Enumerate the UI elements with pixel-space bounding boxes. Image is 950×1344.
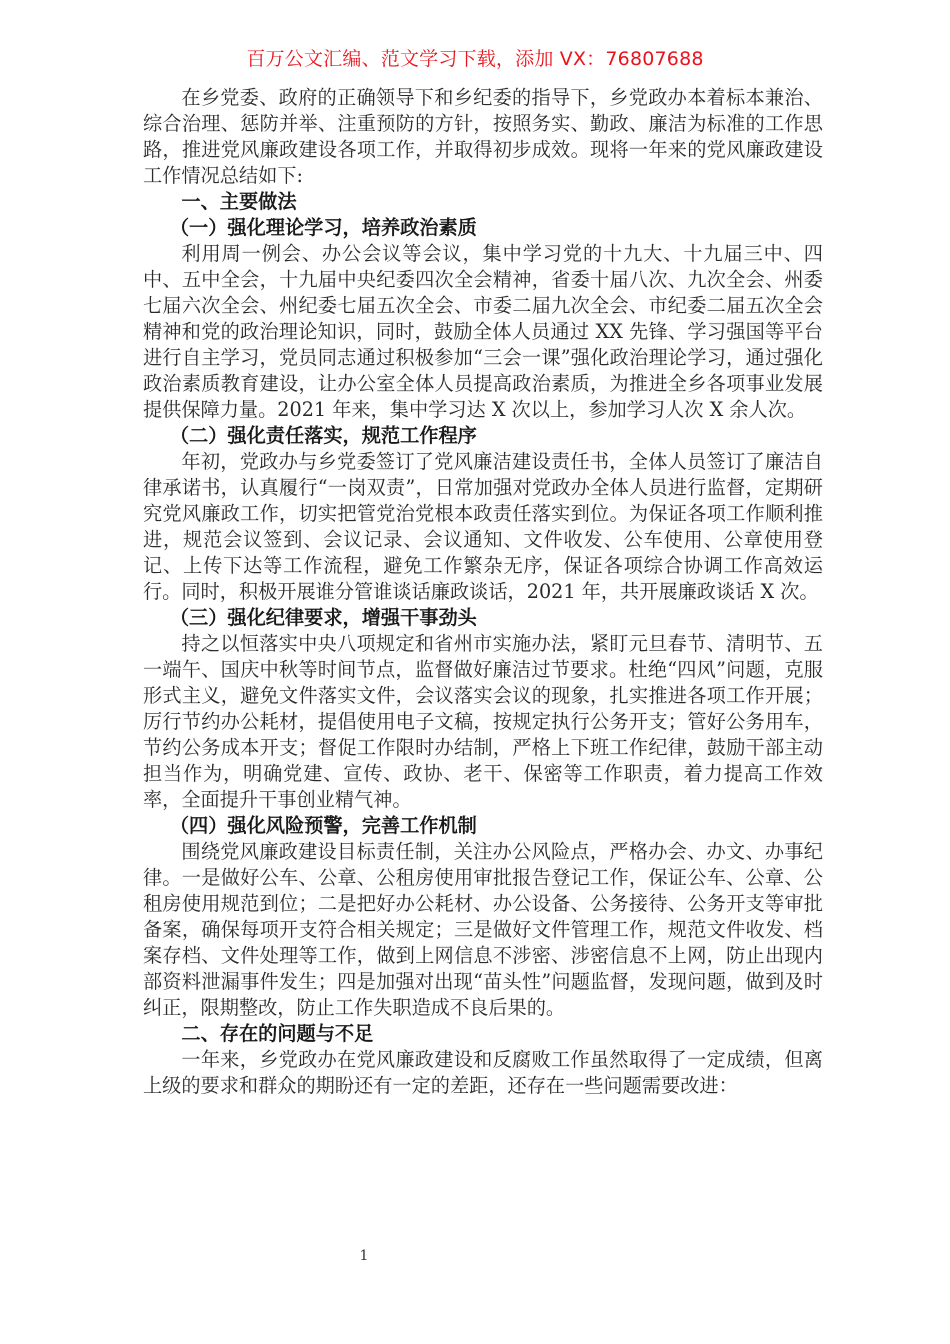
page-number: 1 (359, 1248, 369, 1264)
subsection-paragraph-3: 持之以恒落实中央八项规定和省州市实施办法，紧盯元旦春节、清明节、五一端午、国庆中秋等时间节点，监督做好廉洁过节要求。杜绝“四风”问题，克服形式主义，避免文件落实文件，会议落实会议的现象，扎实推进各项工作开展；厉行节约办公耗材，提倡使用电子文稿，按规定执行公务开支；管好公务用车，节约公务成本开支；督促工作限时办结制，严格上下班工作纪律，鼓励干部主动担当作为，明确党建、宣传、政协、老干、保密等工作职责，着力提高工作效率，全面提升干事创业精气神。 (143, 632, 823, 811)
subsection-paragraph-1: 利用周一例会、办公会议等会议，集中学习党的十九大、十九届三中、四中、五中全会，十九届中央纪委四次全会精神，省委十届八次、九次全会、州委七届六次全会、州纪委七届五次全会、市委二届九次全会、市纪委二届五次全会精神和党的政治理论知识，同时，鼓励全体人员通过 XX 先锋、学习强国等平台进行自主学习，党员同志通过积极参加“三会一课”强化政治理论学习，通过强化政治素质教育建设，让办公室全体人员提高政治素质，为推进全乡各项事业发展提供保障力量。2021 年来，集中学习达 X 次以上，参加学习人次 X 余人次。 (143, 242, 823, 421)
document-body (143, 85, 823, 1099)
intro-paragraph: 在乡党委、政府的正确领导下和乡纪委的指导下，乡党政办本着标本兼治、综合治理、惩防并举、注重预防的方针，按照务实、勤政、廉洁为标准的工作思路，推进党风廉政建设各项工作，并取得初步成效。现将一年来的党风廉政建设工作情况总结如下: (143, 86, 823, 187)
subsection-heading-2: （二）强化责任落实，规范工作程序 (169, 424, 477, 447)
subsection-paragraph-2: 年初，党政办与乡党委签订了党风廉洁建设责任书，全体人员签订了廉洁自律承诺书，认真履行“一岗双责”，日常加强对党政办全体人员进行监督，定期研究党风廉政工作，切实把管党治党根本政责任落实到位。为保证各项工作顺利推进，规范会议签到、会议记录、会议通知、文件收发、公车使用、公章使用登记、上传下达等工作流程，避免工作繁杂无序，保证各项综合协调工作高效运行。同时，积极开展谁分管谁谈话廉政谈话，2021 年，共开展廉政谈话 X 次。 (143, 450, 823, 603)
subsection-paragraph-4: 围绕党风廉政建设目标责任制，关注办公风险点，严格办会、办文、办事纪律。一是做好公车、公章、公租房使用审批报告登记工作，保证公车、公章、公租房使用规范到位；二是把好办公耗材、办公设备、公务接待、公务开支等审批备案，确保每项开支符合相关规定；三是做好文件管理工作，规范文件收发、档案存档、文件处理等工作，做到上网信息不涉密、涉密信息不上网，防止出现内部资料泄漏事件发生；四是加强对出现“苗头性”问题监督，发现问题，做到及时纠正，限期整改，防止工作失职造成不良后果的。 (143, 840, 823, 1019)
section-heading-main-practices: 一、主要做法 (181, 190, 297, 213)
subsection-heading-4: （四）强化风险预警，完善工作机制 (169, 814, 477, 837)
watermark-banner: 百万公文汇编、范文学习下载，添加 VX：76807688 (246, 48, 704, 70)
problems-paragraph: 一年来，乡党政办在党风廉政建设和反腐败工作虽然取得了一定成绩，但离上级的要求和群众的期盼还有一定的差距，还存在一些问题需要改进： (143, 1048, 823, 1097)
subsection-heading-3: （三）强化纪律要求，增强干事劲头 (169, 606, 477, 629)
section-heading-problems: 二、存在的问题与不足 (181, 1022, 374, 1045)
subsection-heading-1: （一）强化理论学习，培养政治素质 (169, 216, 477, 239)
